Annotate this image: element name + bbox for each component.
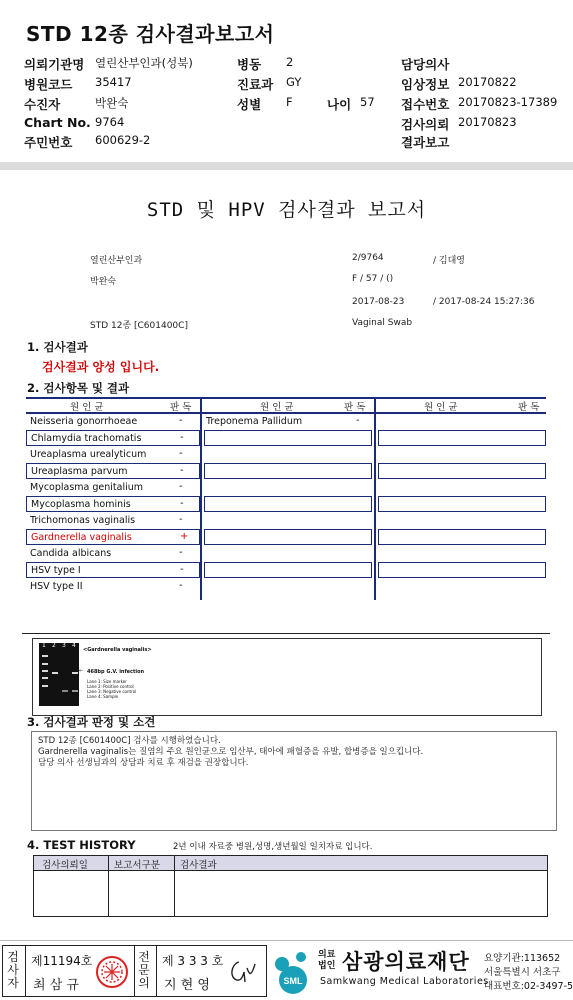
patient-label: 수진자 (24, 97, 61, 112)
organism-name: Mycoplasma genitalium (30, 482, 144, 493)
organism-result: - (179, 547, 183, 558)
opinion-box (31, 731, 557, 831)
organism-result: - (179, 514, 183, 525)
age-label: 나이 (327, 97, 352, 112)
empty-row (204, 496, 372, 512)
organism-name: Ureaplasma urealyticum (30, 449, 147, 460)
empty-row (378, 562, 546, 578)
divider (25, 946, 26, 996)
empty-row (378, 463, 546, 479)
patient-value: 박완숙 (95, 96, 129, 110)
sex-label: 성별 (237, 97, 262, 112)
history-col-report-type: 보고서구분 (114, 860, 160, 871)
gel-lane-label: 4 (72, 642, 76, 649)
gel-band (42, 670, 48, 672)
info-ward-chart: 2/9764 (352, 253, 384, 263)
opinion-line: Gardnerella vaginalis는 질염의 주요 원인균으로 임산부, 태아에 패혈증을 유발, 합병증을 일으킵니다. (38, 747, 424, 757)
request-value: 20170823 (458, 115, 517, 129)
organism-result: - (180, 432, 184, 443)
table-row-positive (26, 529, 200, 545)
empty-row (378, 496, 546, 512)
gel-lane-label: 2 (52, 642, 56, 649)
history-col-result: 검사결과 (180, 860, 217, 871)
gel-band (42, 663, 48, 665)
header-judgement: 판 독 (344, 402, 366, 413)
organism-name: Ureaplasma parvum (31, 466, 128, 477)
section4-title: 4. TEST HISTORY (27, 838, 136, 852)
specialist-label: 전문의 (138, 950, 150, 990)
gel-arrow: ← (79, 668, 84, 674)
table-header-col3 (376, 397, 546, 414)
organism-name: Neisseria gonorrhoeae (30, 416, 138, 427)
divider (134, 946, 135, 996)
receipt-value: 20170823-17389 (458, 95, 558, 109)
gel-legend-item: Lane 1: Size marker (87, 679, 127, 684)
id-label: 주민번호 (24, 135, 73, 150)
ward-label: 병동 (237, 57, 262, 72)
info-doctor: / 김대영 (433, 256, 465, 266)
empty-row (204, 430, 372, 446)
report-label: 결과보고 (401, 135, 450, 150)
info-clinic: 열린산부인과 (90, 256, 143, 266)
organism-name: Trichomonas vaginalis (30, 515, 136, 526)
organism-result: - (179, 415, 183, 426)
opinion-line: STD 12종 [C601400C] 검사를 시행하였습니다. (38, 736, 221, 746)
empty-row (204, 529, 372, 545)
gel-lane-label: 3 (62, 642, 66, 649)
history-col-request-date: 검사의뢰일 (42, 860, 88, 871)
phone: 대표번호:02-3497-5 (484, 981, 573, 992)
receipt-label: 접수번호 (401, 97, 450, 112)
divider (156, 946, 157, 996)
gel-band (52, 672, 58, 674)
chart-label: Chart No. (24, 115, 91, 130)
header-judgement: 판 독 (518, 402, 540, 413)
sml-logo-icon (269, 948, 315, 996)
address: 서울특별시 서초구 (484, 967, 561, 978)
info-report-date: / 2017-08-24 15:27:36 (433, 297, 535, 307)
organism-name: Treponema Pallidum (206, 416, 303, 427)
empty-row (204, 562, 372, 578)
doctor-label: 담당의사 (401, 57, 450, 72)
chart-value: 9764 (95, 115, 125, 129)
empty-row (378, 529, 546, 545)
specialist-name: 지 현 영 (164, 978, 210, 993)
section3-title: 3. 검사결과 판정 및 소견 (27, 715, 156, 729)
sex-value: F (286, 95, 293, 109)
column-divider (174, 856, 175, 916)
table-row (26, 430, 200, 446)
org-prefix: 의료법인 (318, 950, 336, 971)
organism-name: Chlamydia trachomatis (31, 433, 142, 444)
gel-band (62, 690, 68, 692)
organism-result: - (356, 415, 360, 426)
gel-band (42, 677, 48, 679)
table-header-col1 (26, 397, 200, 414)
column-divider (374, 397, 376, 600)
organism-result: - (180, 498, 184, 509)
logo-text: SML (283, 976, 303, 986)
opinion-line: 담당 의사 선생님과의 상담과 치료 후 재검을 권장합니다. (38, 758, 249, 768)
organism-result: - (180, 465, 184, 476)
organism-name: Candida albicans (30, 548, 112, 559)
gel-band (72, 672, 78, 674)
signature-box (2, 945, 267, 997)
gel-legend (87, 679, 136, 699)
header-organism: 원 인 균 (424, 402, 458, 413)
report-title: STD 및 HPV 검사결과 보고서 (146, 199, 427, 221)
seal-stamp-icon (95, 955, 129, 989)
organism-table (26, 397, 546, 600)
summary-title: STD 12종 검사결과보고서 (26, 22, 275, 46)
tester-license: 제11194호 (31, 954, 93, 968)
section1-title: 1. 검사결과 (27, 340, 88, 354)
organism-name: Gardnerella vaginalis (31, 532, 132, 543)
tester-label: 검사자 (7, 950, 19, 990)
gel-legend-item: Lane 3: Negative control (87, 689, 137, 694)
ward-value: 2 (286, 55, 294, 69)
care-code: 요양기관:113652 (484, 953, 561, 964)
dept-value: GY (286, 75, 302, 89)
table-header-col2 (202, 397, 374, 414)
info-request-date: 2017-08-23 (352, 297, 405, 307)
gel-image (39, 643, 79, 706)
table-row (26, 414, 200, 430)
tester-name: 최 삼 규 (33, 978, 79, 993)
table-row (26, 513, 200, 529)
organism-result: + (180, 531, 189, 542)
org-name: 삼광의료재단 (342, 950, 470, 974)
organism-name: HSV type II (30, 581, 83, 592)
organism-result: - (180, 564, 184, 575)
header-judgement: 판 독 (170, 402, 192, 413)
org-english-name: Samkwang Medical Laboratories (320, 976, 489, 987)
gel-band (42, 655, 48, 657)
gel-lane-label: 1 (42, 642, 46, 649)
gel-band-label: 468bp G.V. infection (87, 669, 145, 675)
history-table (33, 855, 548, 917)
organism-result: - (179, 580, 183, 591)
gel-legend-item: Lane 4: Sample (87, 694, 119, 699)
footer-divider (0, 940, 573, 941)
info-sex-age: F / 57 / () (352, 274, 394, 284)
clinical-info-value: 20170822 (458, 75, 517, 89)
table-row (204, 414, 372, 430)
hospital-code-value: 35417 (95, 75, 132, 89)
institution-value: 열린산부인과(성북) (95, 56, 193, 70)
empty-row (378, 430, 546, 446)
column-divider (108, 856, 109, 916)
organism-result: - (179, 481, 183, 492)
dept-label: 진료과 (237, 77, 274, 92)
table-row (26, 447, 200, 463)
summary-header (0, 0, 573, 162)
organism-name: HSV type I (31, 565, 81, 576)
table-row (26, 579, 200, 595)
clinical-info-label: 임상정보 (401, 77, 450, 92)
request-label: 검사의뢰 (401, 117, 450, 132)
gel-band (42, 685, 48, 687)
table-row (26, 546, 200, 562)
section2-title: 2. 검사항목 및 결과 (27, 381, 130, 395)
gel-legend-item: Lane 2: Positive control (87, 684, 134, 689)
result-summary: 검사결과 양성 입니다. (42, 360, 160, 374)
hospital-code-label: 병원코드 (24, 77, 73, 92)
organism-result: - (179, 448, 183, 459)
gel-band (72, 690, 78, 692)
institution-label: 의뢰기관명 (24, 57, 85, 72)
header-organism: 원 인 균 (260, 402, 294, 413)
history-header (34, 856, 547, 871)
specialist-license: 제 3 3 3 호 (162, 954, 224, 968)
info-specimen: Vaginal Swab (352, 318, 413, 328)
organism-name: Mycoplasma hominis (31, 499, 131, 510)
gel-title: <Gardnerella vaginalis> (83, 647, 152, 653)
table-row (26, 562, 200, 578)
signature-icon (225, 956, 259, 988)
table-row (26, 480, 200, 496)
section-separator (0, 162, 573, 170)
id-value: 600629-2 (95, 133, 151, 147)
column-divider (200, 397, 202, 600)
divider (22, 633, 550, 634)
history-note: 2년 이내 자료중 병원,성명,생년월일 일치자료 입니다. (173, 842, 373, 852)
gel-electrophoresis-figure (32, 638, 542, 716)
info-patient: 박완숙 (90, 277, 117, 287)
info-test-code: STD 12종 [C601400C] (90, 321, 188, 331)
empty-row (204, 463, 372, 479)
age-value: 57 (360, 95, 375, 109)
table-row (26, 463, 200, 479)
header-organism: 원 인 균 (70, 402, 104, 413)
table-row (26, 496, 200, 512)
